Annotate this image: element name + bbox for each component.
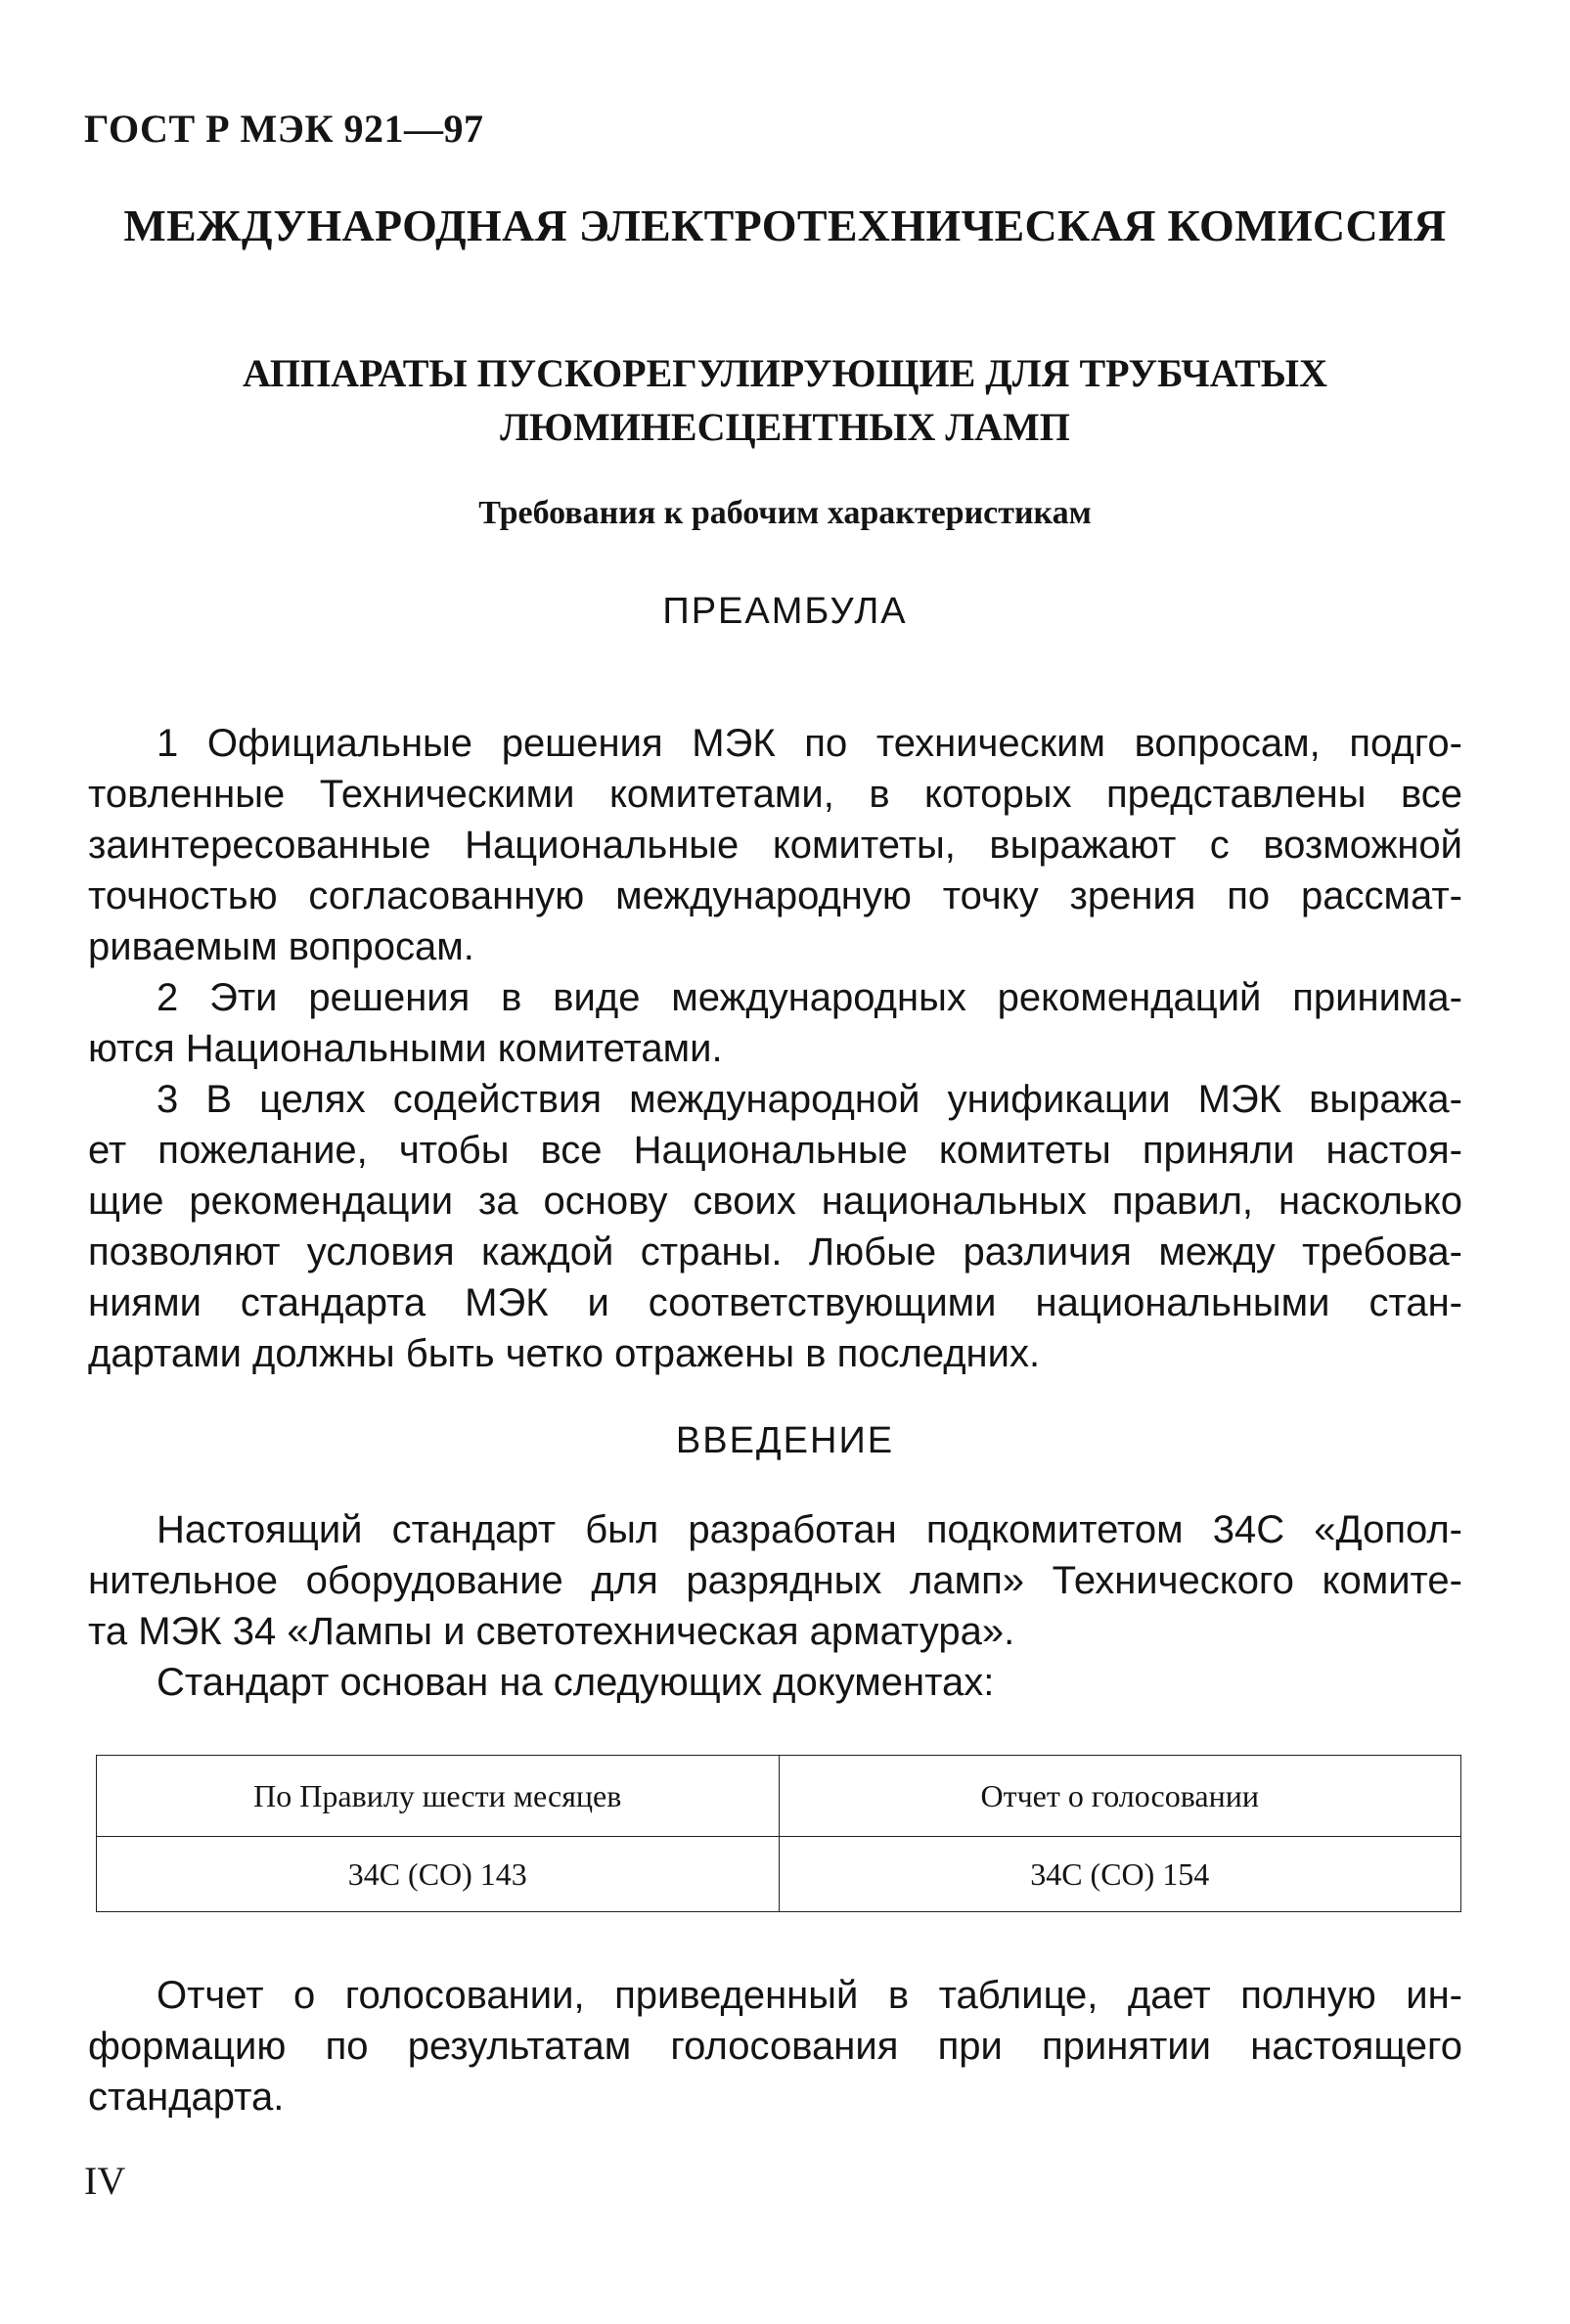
preamble-heading: ПРЕАМБУЛА <box>662 591 908 632</box>
text-line: 1 Официальные решения МЭК по техническим вопросам, подго- <box>157 722 1462 765</box>
standard-code: ГОСТ Р МЭК 921—97 <box>84 107 484 151</box>
text-line: щие рекомендации за основу своих национальных правил, насколько <box>88 1180 1462 1223</box>
documents-table <box>96 1755 1461 1912</box>
organization-title: МЕЖДУНАРОДНАЯ ЭЛЕКТРОТЕХНИЧЕСКАЯ КОМИССИЯ <box>123 201 1447 250</box>
text-line: ниями стандарта МЭК и соответствующими национальными стан- <box>88 1281 1462 1324</box>
document-title-line: ЛЮМИНЕСЦЕНТНЫХ ЛАМП <box>500 405 1070 449</box>
table-header-cell: По Правилу шести месяцев <box>97 1756 780 1837</box>
text-line: нительное оборудование для разрядных ламп» Технического комите- <box>88 1559 1462 1602</box>
table-cell: 34С (СО) 143 <box>97 1837 780 1912</box>
text-line: заинтересованные Национальные комитеты, выражают с возможной <box>88 824 1462 867</box>
introduction-heading: ВВЕДЕНИЕ <box>675 1420 895 1461</box>
document-title <box>0 346 1570 454</box>
text-line: та МЭК 34 «Лампы и светотехническая арматура». <box>88 1610 1015 1653</box>
text-line: дартами должны быть четко отражены в последних. <box>88 1332 1041 1375</box>
preamble-text <box>88 718 1462 1379</box>
text-line: ются Национальными комитетами. <box>88 1027 723 1070</box>
text-line: риваемым вопросам. <box>88 925 474 968</box>
table-header-row <box>97 1756 1461 1837</box>
closing-text <box>88 1970 1462 2123</box>
text-line: позволяют условия каждой страны. Любые различия между требова- <box>88 1230 1462 1274</box>
text-line: Настоящий стандарт был разработан подкомитетом 34С «Допол- <box>157 1508 1462 1551</box>
text-line: товленные Техническими комитетами, в которых представлены все <box>88 773 1462 816</box>
text-line: формацию по результатам голосования при принятии настоящего <box>88 2025 1462 2068</box>
text-line: Стандарт основан на следующих документах: <box>157 1661 995 1704</box>
text-line: 2 Эти решения в виде международных рекомендаций принима- <box>157 976 1462 1019</box>
introduction-text <box>88 1504 1462 1708</box>
text-line: 3 В целях содействия международной унификации МЭК выража- <box>157 1078 1462 1121</box>
text-line: стандарта. <box>88 2076 285 2119</box>
table-cell: 34С (СО) 154 <box>779 1837 1461 1912</box>
document-subtitle: Требования к рабочим характеристикам <box>478 495 1092 531</box>
page-number: IV <box>84 2159 126 2203</box>
text-line: точностью согласованную международную точку зрения по рассмат- <box>88 874 1462 917</box>
table-row <box>97 1837 1461 1912</box>
text-line: Отчет о голосовании, приведенный в таблице, дает полную ин- <box>157 1974 1462 2017</box>
document-title-line: АППАРАТЫ ПУСКОРЕГУЛИРУЮЩИЕ ДЛЯ ТРУБЧАТЫХ <box>243 351 1327 395</box>
text-line: ет пожелание, чтобы все Национальные комитеты приняли настоя- <box>88 1129 1462 1172</box>
table-header-cell: Отчет о голосовании <box>779 1756 1461 1837</box>
